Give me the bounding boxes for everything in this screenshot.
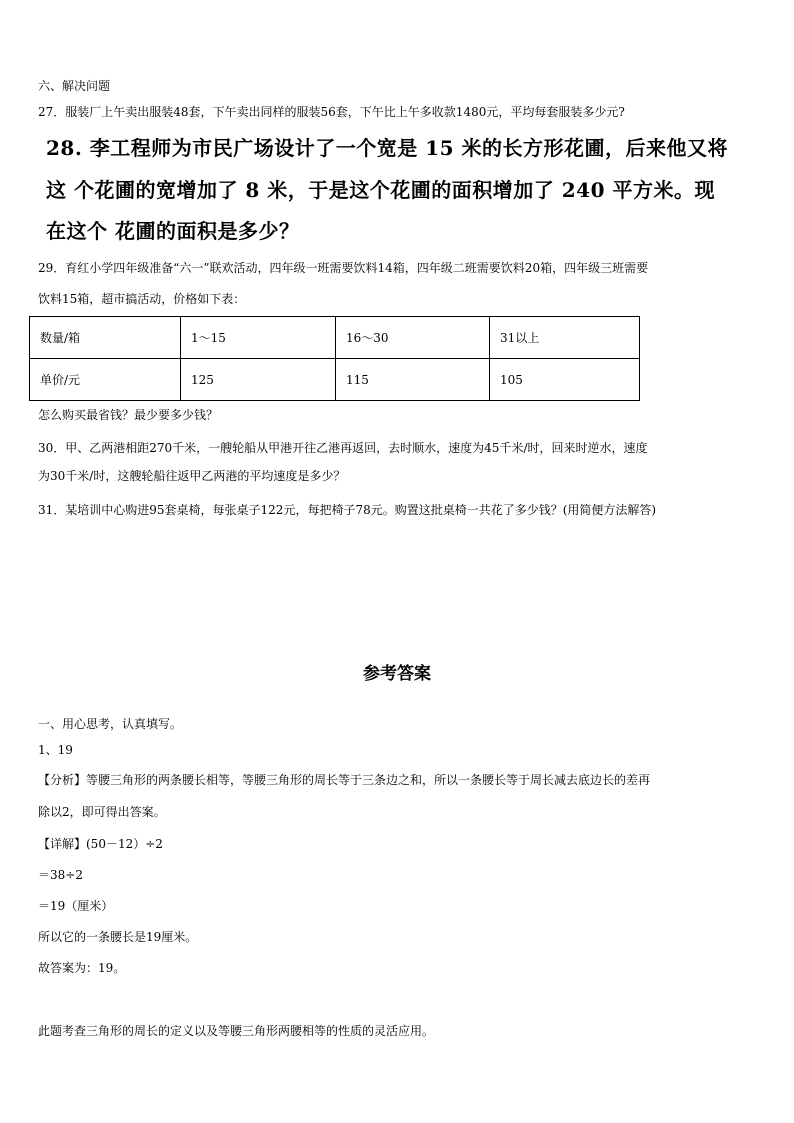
answers-section: 一、用心思考，认真填写。 xyxy=(38,717,183,731)
detail-line: 【详解】(50－12）÷2 xyxy=(38,837,163,851)
answers-title: 参考答案 xyxy=(363,664,431,684)
table-cell: 16～30 xyxy=(336,317,490,359)
question-31: 31．某培训中心购进95套桌椅，每张桌子122元，每把椅子78元。购置这批桌椅一共花了多少钱？(用简便方法解答) xyxy=(38,503,657,517)
analysis-line-1: 【分析】等腰三角形的两条腰长相等，等腰三角形的周长等于三条边之和，所以一条腰长等于周长减去底边长的差再 xyxy=(38,773,651,787)
table-row xyxy=(30,317,640,359)
table-cell: 105 xyxy=(490,359,640,401)
conclusion: 所以它的一条腰长是19厘米。 xyxy=(38,930,198,944)
step-1: ＝38÷2 xyxy=(38,868,83,882)
question-27: 27．服装厂上午卖出服装48套，下午卖出同样的服装56套，下午比上午多收款1480元，平均每套服装多少元? xyxy=(38,105,625,119)
table-cell: 单价/元 xyxy=(30,359,181,401)
table-cell: 数量/箱 xyxy=(30,317,181,359)
analysis-line-2: 除以2，即可得出答案。 xyxy=(38,805,166,819)
table-row xyxy=(30,359,640,401)
price-table xyxy=(29,316,640,401)
question-30-line-1: 30．甲、乙两港相距270千米，一艘轮船从甲港开往乙港再返回，去时顺水，速度为45千米/时，回来时逆水，速度 xyxy=(38,441,648,455)
table-cell: 1～15 xyxy=(181,317,336,359)
section-title: 六、解决问题 xyxy=(38,79,111,93)
question-29-line-1: 29．育红小学四年级准备“六一”联欢活动，四年级一班需要饮料14箱，四年级二班需要饮料20箱，四年级三班需要 xyxy=(38,261,649,275)
question-30-line-2: 为30千米/时，这艘轮船往返甲乙两港的平均速度是多少？ xyxy=(38,469,346,483)
question-29-ask: 怎么购买最省钱？最少要多少钱？ xyxy=(38,408,219,422)
question-28-line-1: 28. 李工程师为市民广场设计了一个宽是 15 米的长方形花圃，后来他又将 xyxy=(46,136,729,160)
table-cell: 115 xyxy=(336,359,490,401)
final-answer: 故答案为：19。 xyxy=(38,961,126,975)
step-2: ＝19（厘米） xyxy=(38,899,114,913)
summary: 此题考查三角形的周长的定义以及等腰三角形两腰相等的性质的灵活应用。 xyxy=(38,1024,435,1038)
question-28-line-2: 这 个花圃的宽增加了 8 米，于是这个花圃的面积增加了 240 平方米。现 xyxy=(46,178,715,202)
question-28-line-3: 在这个 花圃的面积是多少？ xyxy=(46,219,300,243)
table-cell: 125 xyxy=(181,359,336,401)
table-cell: 31以上 xyxy=(490,317,640,359)
answer-item-1: 1、19 xyxy=(38,743,73,757)
question-29-line-2: 饮料15箱，超市搞活动，价格如下表： xyxy=(38,292,246,306)
